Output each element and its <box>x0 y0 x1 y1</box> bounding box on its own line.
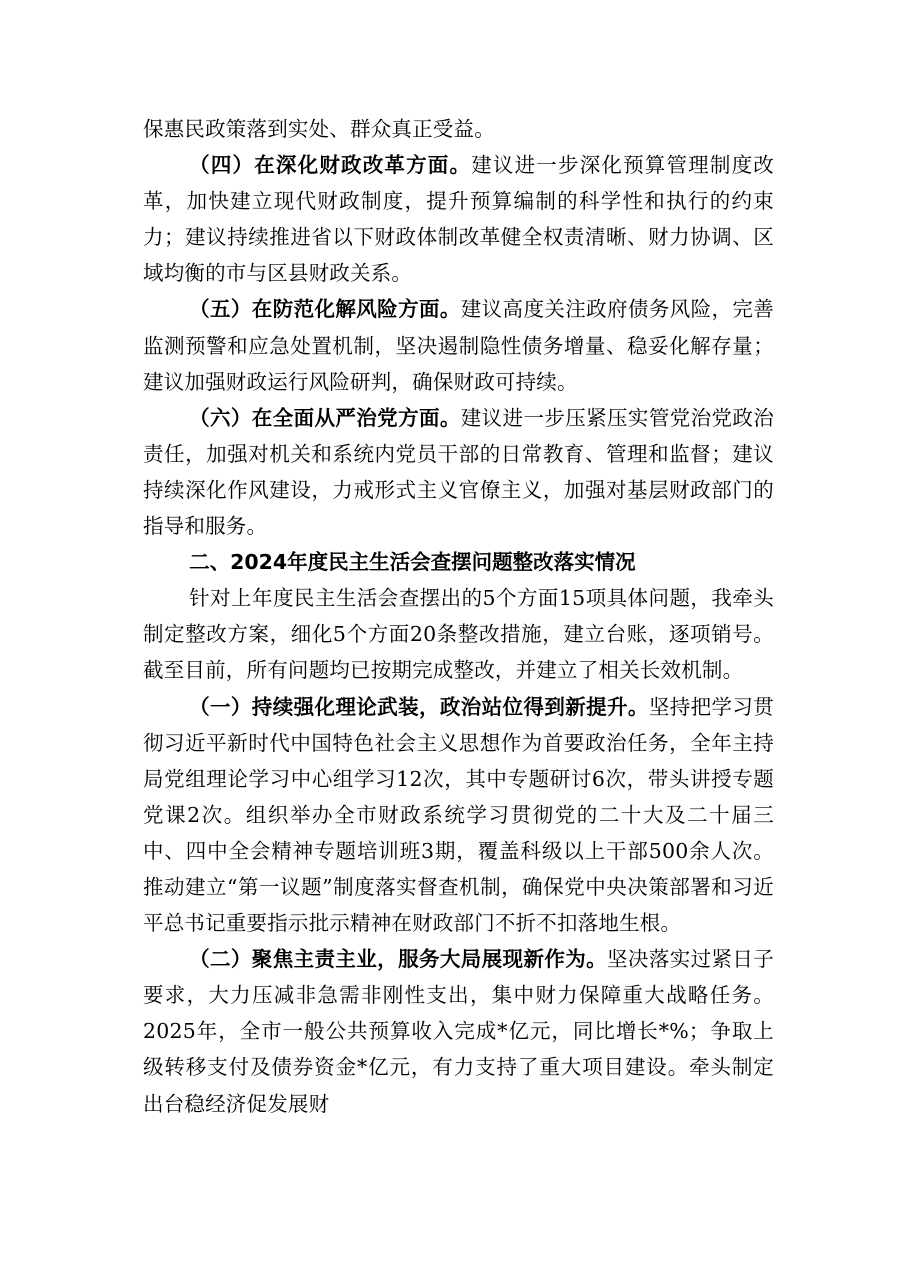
paragraph-heading: （一）持续强化理论武装，政治站位得到新提升。 <box>189 694 649 719</box>
paragraph-reform <box>143 147 774 291</box>
paragraph-heading: （四）在深化财政改革方面。 <box>189 153 472 178</box>
paragraph-theory <box>143 689 774 942</box>
paragraph-text: 建议进一步压紧压实管党治党政治责任，加强对机关和系统内党员干部的日常教育、管理和监督；建议持续深化作风建设，力戒形式主义官僚主义，加强对基层财政部门的指导和服务。 <box>143 405 774 539</box>
paragraph-risk <box>143 291 774 399</box>
paragraph-text: 保惠民政策落到实处、群众真正受益。 <box>143 117 495 141</box>
paragraph-continuation <box>143 111 774 147</box>
paragraph-text: 针对上年度民主生活会查摆出的5个方面15项具体问题，我牵头制定整改方案，细化5个方面20条整改措施，建立台账，逐项销号。截至目前，所有问题均已按期完成整改，并建立了相关长效机制。 <box>143 586 774 683</box>
paragraph-text: 坚持把学习贯彻习近平新时代中国特色社会主义思想作为首要政治任务，全年主持局党组理论学习中心组学习12次，其中专题研讨6次，带头讲授专题党课2次。组织举办全市财政系统学习贯彻党的二十大及二十届三中、四中全会精神专题培训班3期，覆盖科级以上干部500余人次。推动建立“第一议题”制度落实督查机制，确保党中央决策部署和习近平总书记重要指示批示精神在财政部门不折不扣落地生根。 <box>143 694 775 936</box>
paragraph-text: 坚决落实过紧日子要求，大力压减非急需非刚性支出，集中财力保障重大战略任务。2025年，全市一般公共预算收入完成*亿元，同比增长*%；争取上级转移支付及债券资金*亿元，有力支持了重大项目建设。牵头制定出台稳经济促发展财 <box>143 947 774 1116</box>
paragraph-heading: （六）在全面从严治党方面。 <box>189 405 461 430</box>
section-heading: 二、2024年度民主生活会查摆问题整改落实情况 <box>189 550 636 575</box>
paragraph-party <box>143 400 774 544</box>
paragraph-heading: （二）聚焦主责主业，服务大局展现新作为。 <box>189 947 608 972</box>
paragraph-heading: （五）在防范化解风险方面。 <box>189 297 461 322</box>
paragraph-text: 建议高度关注政府债务风险，完善监测预警和应急处置机制，坚决遏制隐性债务增量、稳妥化解存量；建议加强财政运行风险研判，确保财政可持续。 <box>143 297 774 394</box>
paragraph-service <box>143 941 774 1121</box>
paragraph-overview <box>143 580 774 688</box>
document-body <box>143 111 774 1122</box>
paragraph-text: 建议进一步深化预算管理制度改革，加快建立现代财政制度，提升预算编制的科学性和执行的约束力；建议持续推进省以下财政体制改革健全权责清晰、财力协调、区域均衡的市与区县财政关系。 <box>143 153 774 286</box>
